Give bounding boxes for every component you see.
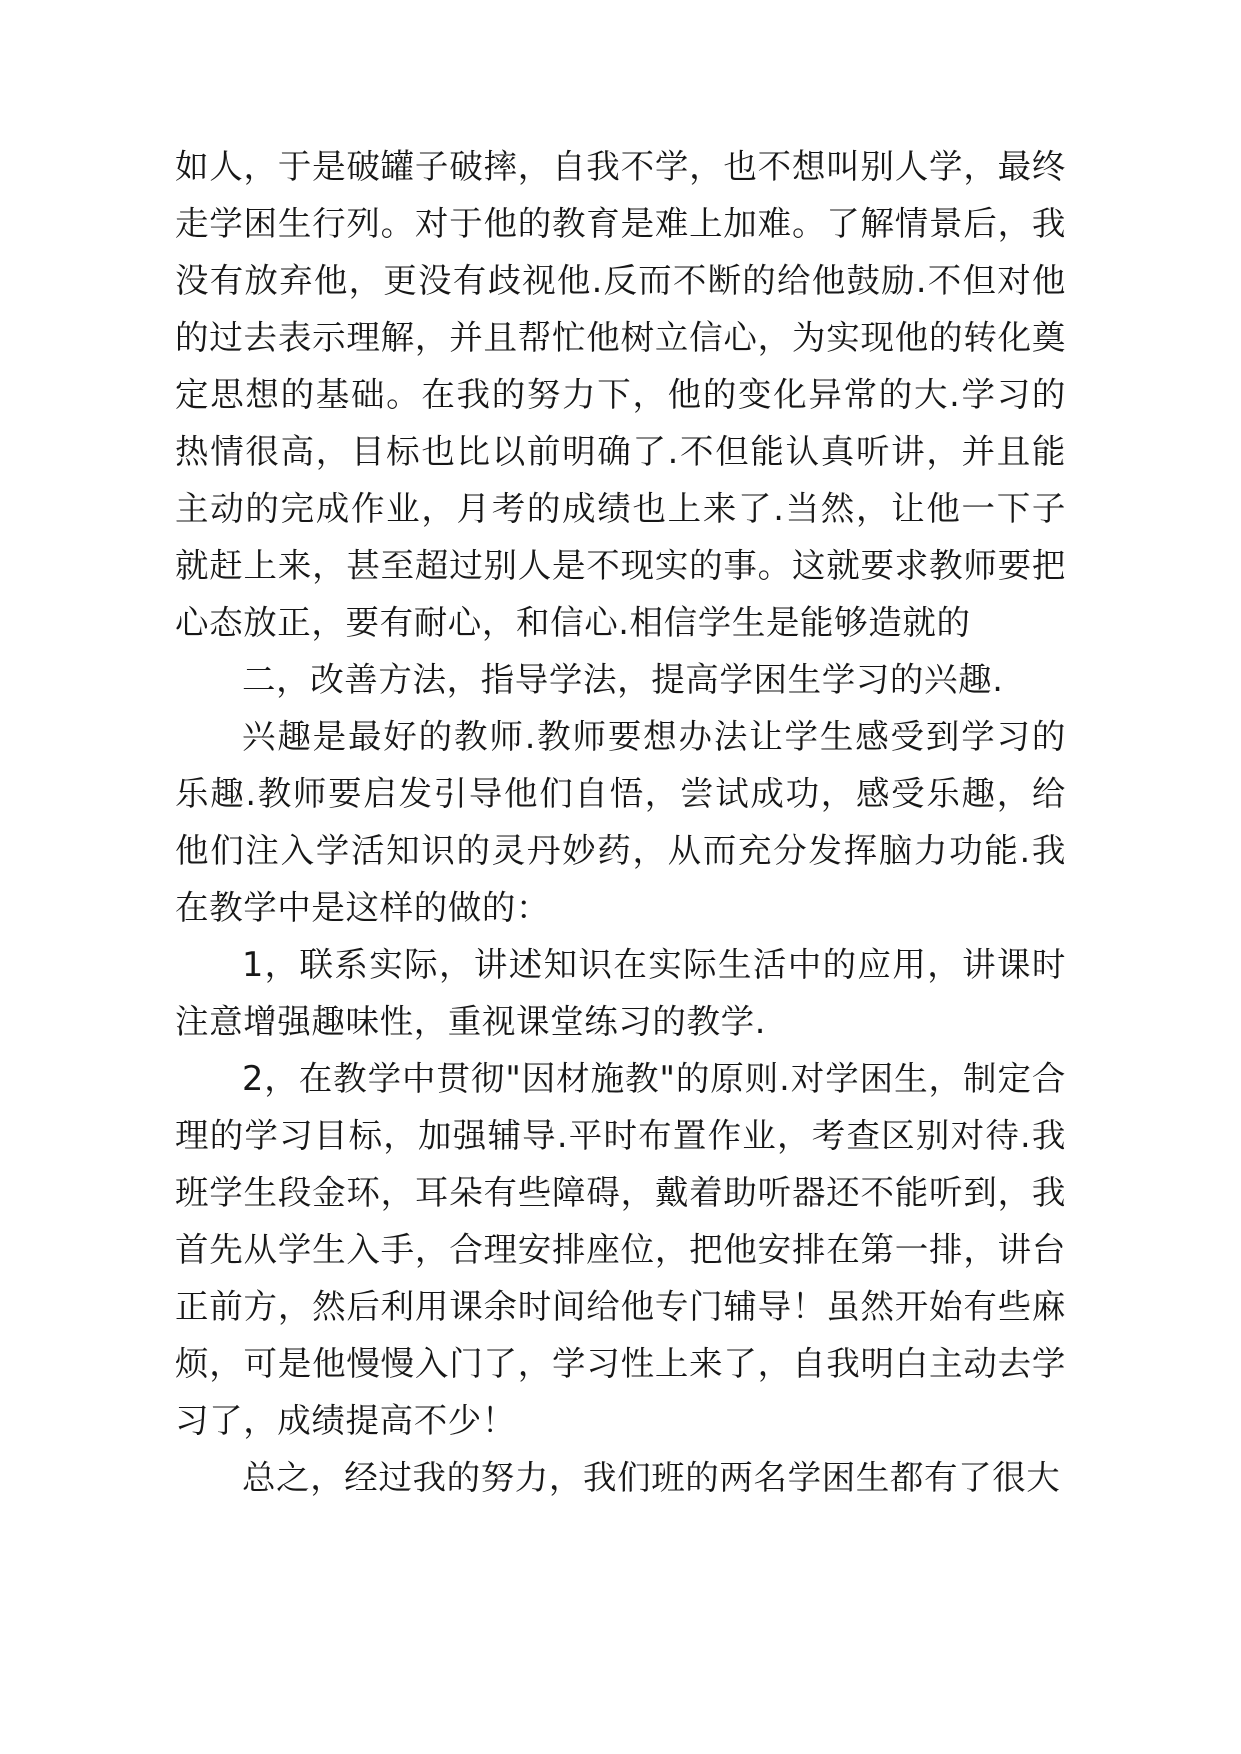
paragraph: 兴趣是最好的教师.教师要想办法让学生感受到学习的乐趣.教师要启发引导他们自悟，尝试成功，感受乐趣，给他们注入学活知识的灵丹妙药，从而充分发挥脑力功能.我在教学中是这样的做的： xyxy=(175,717,1066,927)
document-body xyxy=(175,138,1066,1506)
paragraph: 总之，经过我的努力，我们班的两名学困生都有了很大 xyxy=(242,1458,1061,1497)
paragraph: 2，在教学中贯彻"因材施教"的原则.对学困生，制定合理的学习目标，加强辅导.平时布置作业，考查区别对待.我班学生段金环，耳朵有些障碍，戴着助听器还不能听到，我首先从学生入手，合理安排座位，把他安排在第一排，讲台正前方，然后利用课余时间给他专门辅导！虽然开始有些麻烦，可是他慢慢入门了，学习性上来了，自我明白主动去学习了，成绩提高不少！ xyxy=(175,1059,1066,1440)
paragraph: 如人，于是破罐子破摔，自我不学，也不想叫别人学，最终走学困生行列。对于他的教育是难上加难。了解情景后，我没有放弃他，更没有歧视他.反而不断的给他鼓励.不但对他的过去表示理解，并且帮忙他树立信心，为实现他的转化奠定思想的基础。在我的努力下，他的变化异常的大.学习的热情很高，目标也比以前明确了.不但能认真听讲，并且能主动的完成作业，月考的成绩也上来了.当然，让他一下子就赶上来，甚至超过别人是不现实的事。这就要求教师要把心态放正，要有耐心，和信心.相信学生是能够造就的 xyxy=(175,147,1066,642)
paragraph: 1，联系实际，讲述知识在实际生活中的应用，讲课时注意增强趣味性，重视课堂练习的教学. xyxy=(175,945,1066,1041)
paragraph: 二，改善方法，指导学法，提高学困生学习的兴趣. xyxy=(242,660,1004,699)
